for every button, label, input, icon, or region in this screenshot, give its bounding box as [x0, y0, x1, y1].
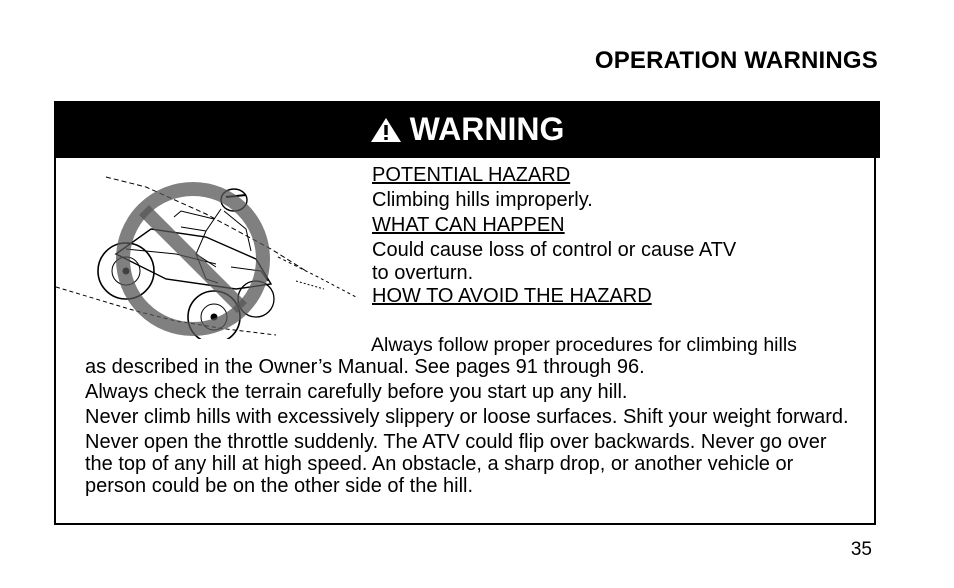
warning-title: WARNING	[409, 111, 565, 147]
what-can-happen-line1: Could cause loss of control or cause ATV	[372, 239, 737, 261]
potential-hazard-text: Climbing hills improperly.	[372, 189, 593, 211]
what-can-happen-heading: WHAT CAN HAPPEN	[372, 214, 565, 236]
avoid-paragraph-4: Never open the throttle suddenly. The ATV could flip over backwards. Never go over the top of any hill at high speed. An obstacle, a sharp drop, or another vehicle or person could be on the other side of the hill.	[85, 431, 827, 497]
what-can-happen-text	[372, 239, 872, 285]
atv-hill-climb-prohibited-illustration	[56, 159, 366, 339]
avoid-paragraph-3: Never climb hills with excessively slippery or loose surfaces. Shift your weight forward.	[85, 406, 849, 428]
what-can-happen-line2: to overturn.	[372, 262, 474, 284]
warning-triangle-icon	[370, 117, 402, 143]
potential-hazard-heading: POTENTIAL HAZARD	[372, 164, 571, 186]
section-title: OPERATION WARNINGS	[594, 47, 878, 74]
avoid-paragraph-1-rest: as described in the Owner’s Manual. See pages 91 through 96.	[85, 356, 645, 378]
warning-box	[54, 101, 876, 525]
page-number: 35	[850, 539, 872, 560]
avoid-paragraph-1	[85, 334, 857, 378]
how-to-avoid-heading: HOW TO AVOID THE HAZARD	[372, 285, 652, 307]
avoid-paragraph-2: Always check the terrain carefully before you start up any hill.	[85, 381, 628, 403]
avoid-instructions	[85, 334, 857, 500]
warning-header	[54, 101, 880, 158]
hazard-summary	[372, 164, 872, 310]
avoid-paragraph-1-line1: Always follow proper procedures for climbing hills	[371, 334, 797, 356]
